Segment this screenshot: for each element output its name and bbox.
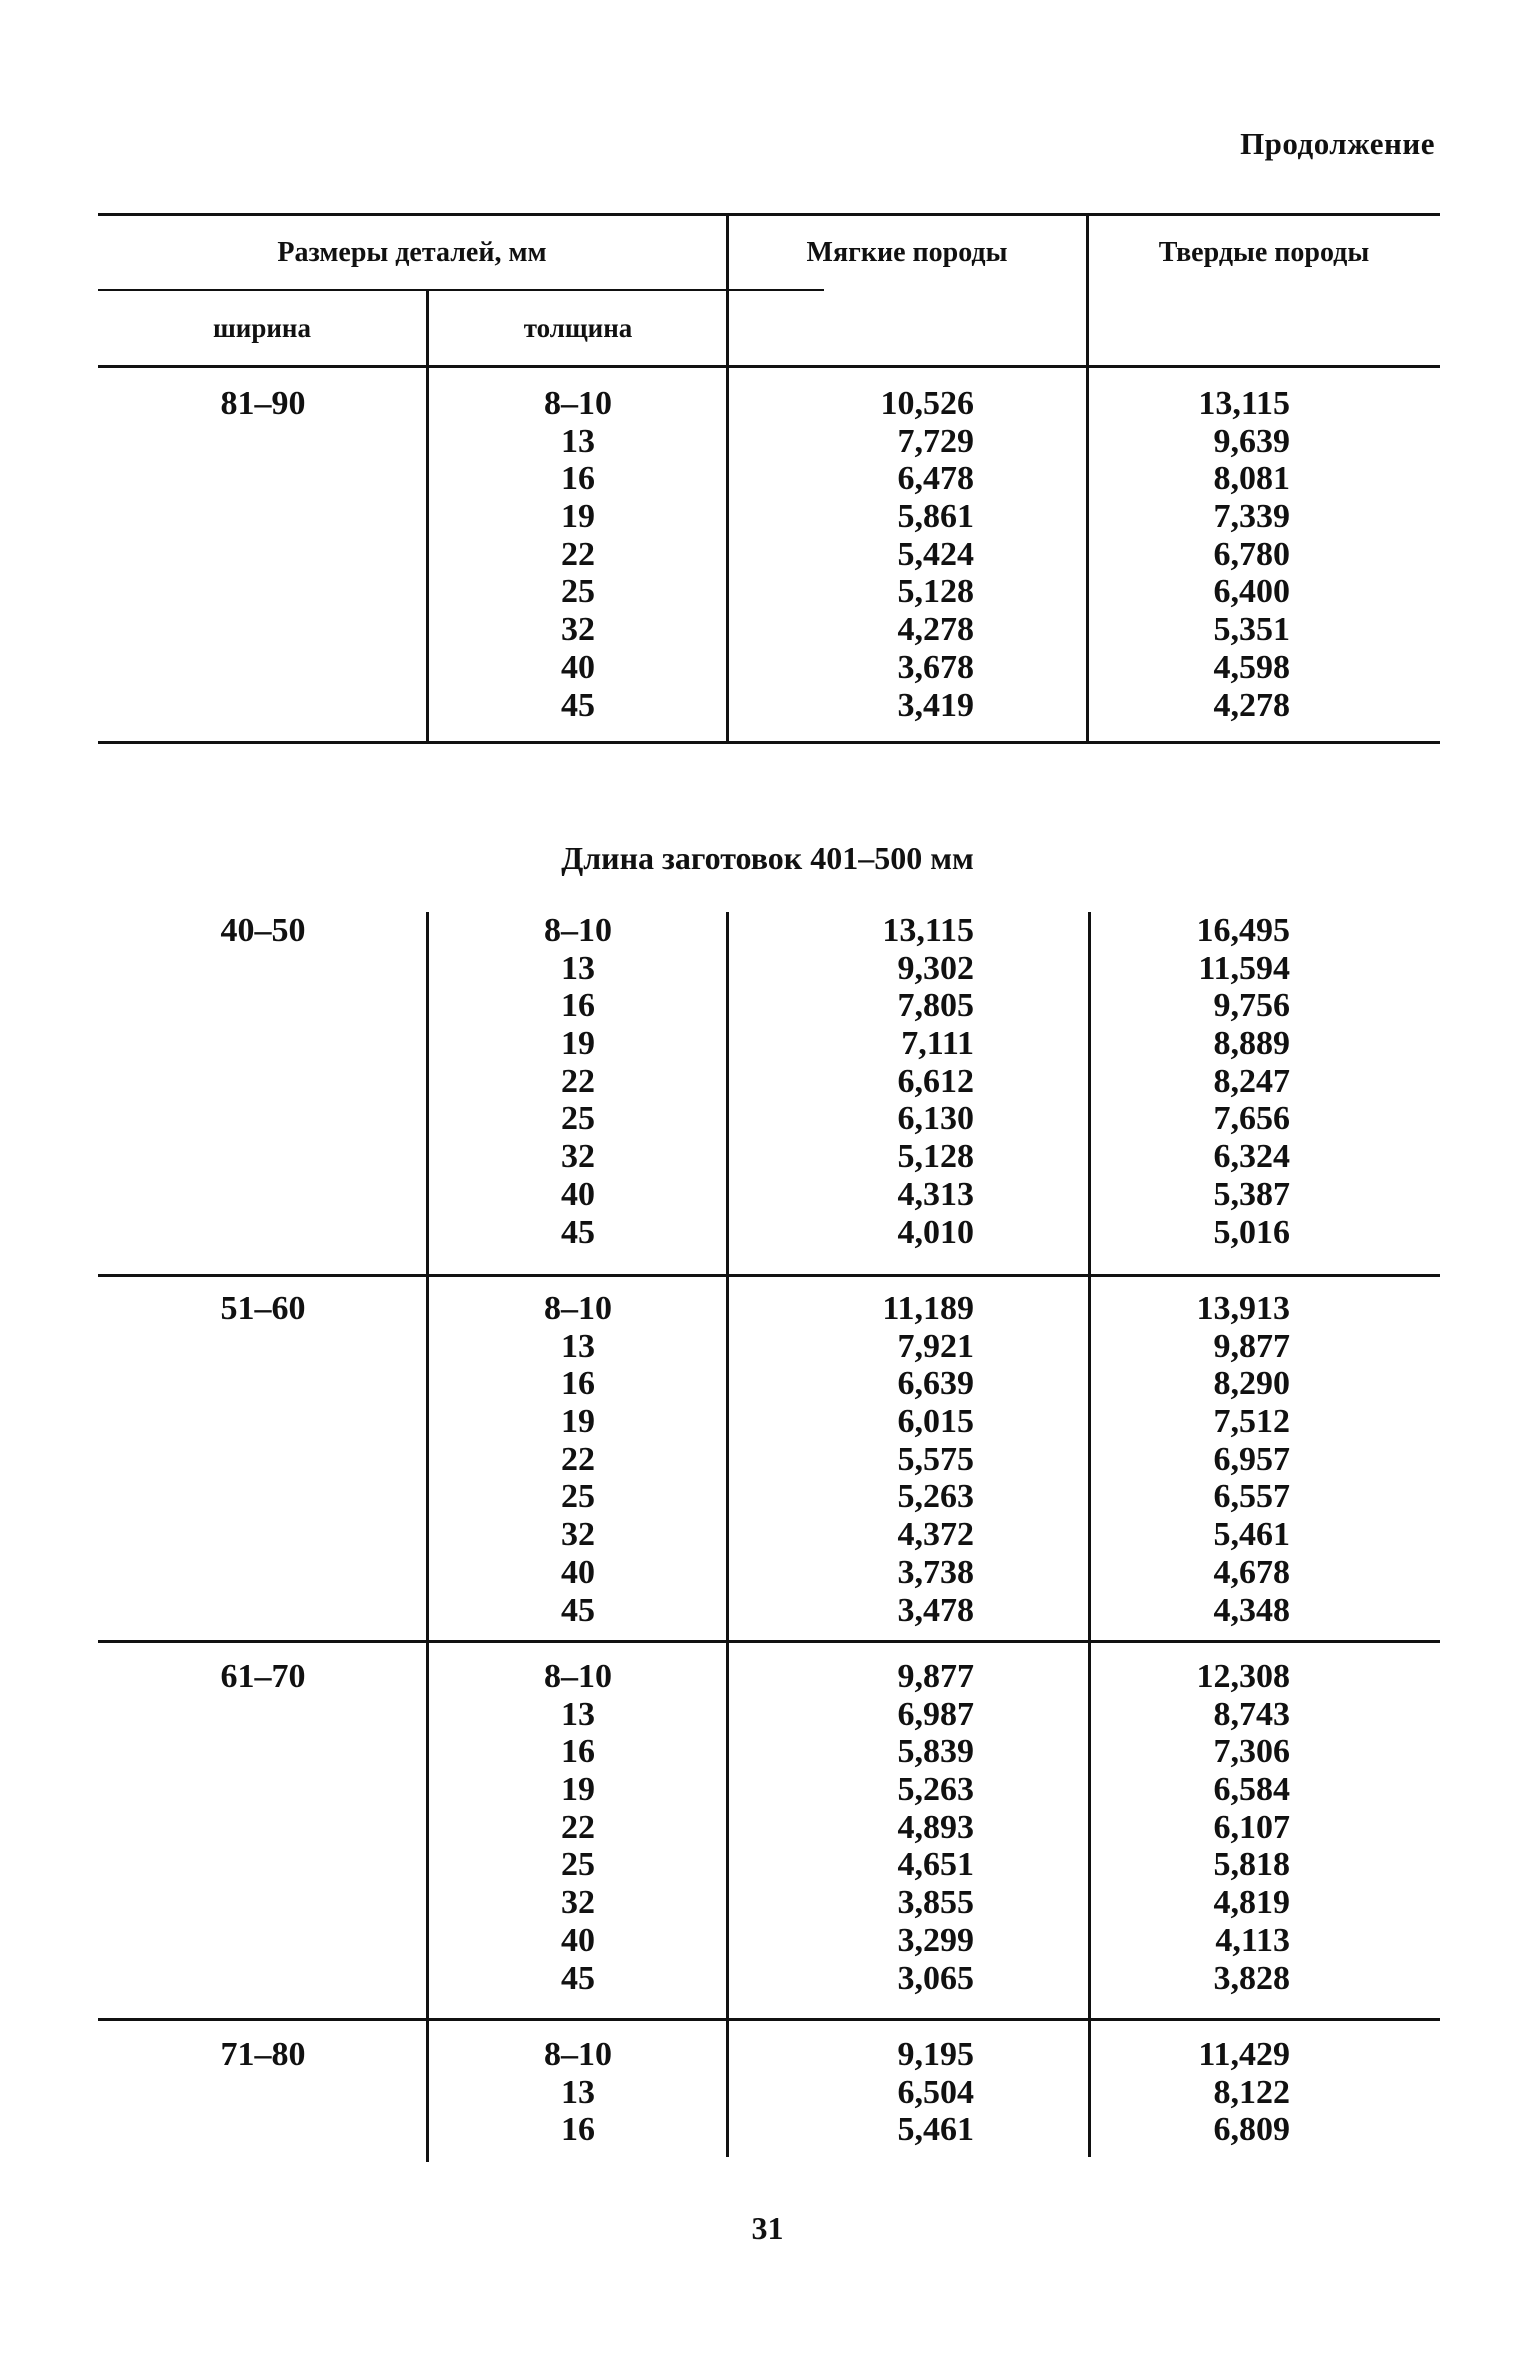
hard-value: 6,324 xyxy=(1213,1138,1290,1176)
soft-value: 5,263 xyxy=(897,1771,974,1809)
hard-value: 9,877 xyxy=(1213,1327,1290,1365)
hard-value: 5,387 xyxy=(1213,1175,1290,1213)
header-part-sizes: Размеры деталей, мм xyxy=(277,237,547,268)
thickness-value: 16 xyxy=(561,1733,595,1771)
soft-value: 4,313 xyxy=(897,1175,974,1213)
thickness-value: 45 xyxy=(561,1213,595,1251)
hard-value: 8,247 xyxy=(1213,1062,1290,1100)
soft-value: 3,855 xyxy=(897,1884,974,1922)
hard-value: 4,598 xyxy=(1213,648,1290,686)
table-part-1 xyxy=(98,213,1440,747)
soft-value: 5,575 xyxy=(897,1440,974,1478)
soft-value: 5,424 xyxy=(897,535,974,573)
page-number: 31 xyxy=(751,2210,784,2246)
hard-value: 11,429 xyxy=(1198,2036,1290,2073)
hard-value: 9,639 xyxy=(1213,422,1290,460)
hard-value: 5,351 xyxy=(1213,611,1290,649)
soft-value: 3,065 xyxy=(897,1959,974,1997)
group-separator xyxy=(98,1274,1440,1277)
hard-value: 6,400 xyxy=(1213,573,1290,611)
hard-value: 9,756 xyxy=(1213,987,1290,1025)
thickness-value: 40 xyxy=(561,1553,595,1591)
soft-value: 4,278 xyxy=(897,611,974,649)
hard-value: 6,957 xyxy=(1213,1440,1290,1478)
thickness-value: 8–10 xyxy=(544,385,612,422)
soft-value: 11,189 xyxy=(882,1290,974,1327)
thickness-value: 22 xyxy=(561,535,595,573)
thickness-value: 19 xyxy=(561,1025,595,1063)
width-value: 51–60 xyxy=(220,1290,306,1327)
hard-value: 7,512 xyxy=(1213,1403,1290,1441)
hard-value: 8,290 xyxy=(1213,1365,1290,1403)
thickness-value: 13 xyxy=(561,1695,595,1733)
hard-value: 5,016 xyxy=(1213,1213,1290,1251)
soft-value: 5,861 xyxy=(897,498,974,536)
thickness-value: 22 xyxy=(561,1440,595,1478)
thickness-value: 13 xyxy=(561,2073,595,2111)
soft-value: 3,738 xyxy=(897,1553,974,1591)
thickness-value: 25 xyxy=(561,1478,595,1516)
hard-column xyxy=(1090,912,1440,1251)
soft-value: 6,504 xyxy=(897,2073,974,2111)
thickness-value: 32 xyxy=(561,611,595,649)
thickness-value: 16 xyxy=(561,460,595,498)
hard-value: 13,115 xyxy=(1198,385,1290,422)
thickness-column xyxy=(428,912,728,1251)
soft-value: 5,128 xyxy=(897,1138,974,1176)
thickness-value: 45 xyxy=(561,686,595,724)
hard-value: 4,819 xyxy=(1213,1884,1290,1922)
hard-value: 6,809 xyxy=(1213,2111,1290,2149)
hard-value: 6,107 xyxy=(1213,1808,1290,1846)
thickness-value: 40 xyxy=(561,648,595,686)
thickness-value: 22 xyxy=(561,1062,595,1100)
thickness-value: 16 xyxy=(561,1365,595,1403)
hard-value: 4,348 xyxy=(1213,1591,1290,1629)
hard-value: 16,495 xyxy=(1196,912,1290,949)
thickness-value: 32 xyxy=(561,1516,595,1554)
soft-value: 9,195 xyxy=(897,2036,974,2073)
hard-value: 6,780 xyxy=(1213,535,1290,573)
group-separator xyxy=(98,2018,1440,2021)
soft-value: 6,015 xyxy=(897,1403,974,1441)
soft-value: 6,130 xyxy=(897,1100,974,1138)
soft-value: 3,419 xyxy=(897,686,974,724)
continuation-label: Продолжение xyxy=(1240,126,1435,161)
soft-value: 7,729 xyxy=(897,422,974,460)
soft-value: 6,639 xyxy=(897,1365,974,1403)
table-part-2 xyxy=(98,912,1440,2162)
thickness-value: 45 xyxy=(561,1959,595,1997)
thickness-value: 13 xyxy=(561,422,595,460)
hard-value: 13,913 xyxy=(1196,1290,1290,1327)
hard-value: 8,081 xyxy=(1213,460,1290,498)
hard-value: 4,278 xyxy=(1213,686,1290,724)
header-group-rule xyxy=(98,289,824,291)
width-value: 40–50 xyxy=(220,912,306,949)
soft-value: 10,526 xyxy=(880,385,974,422)
hard-value: 7,306 xyxy=(1213,1733,1290,1771)
hard-value: 6,557 xyxy=(1213,1478,1290,1516)
thickness-column xyxy=(428,385,728,724)
header-width: ширина xyxy=(213,313,311,343)
hard-value: 7,339 xyxy=(1213,498,1290,536)
soft-column xyxy=(728,2036,1086,2149)
soft-value: 5,461 xyxy=(897,2111,974,2149)
soft-value: 7,805 xyxy=(897,987,974,1025)
soft-value: 9,302 xyxy=(897,949,974,987)
soft-column xyxy=(728,385,1086,724)
hard-column xyxy=(1090,385,1440,724)
soft-value: 6,478 xyxy=(897,460,974,498)
section1-bottom-rule xyxy=(98,741,1440,744)
soft-value: 4,893 xyxy=(897,1808,974,1846)
thickness-value: 32 xyxy=(561,1138,595,1176)
soft-value: 3,299 xyxy=(897,1921,974,1959)
thickness-value: 25 xyxy=(561,573,595,611)
soft-value: 5,263 xyxy=(897,1478,974,1516)
hard-value: 8,122 xyxy=(1213,2073,1290,2111)
hard-value: 8,889 xyxy=(1213,1025,1290,1063)
soft-value: 9,877 xyxy=(897,1658,974,1695)
header-thickness: толщина xyxy=(523,313,633,343)
soft-value: 13,115 xyxy=(882,912,974,949)
thickness-value: 25 xyxy=(561,1100,595,1138)
thickness-column xyxy=(428,1290,728,1629)
hard-value: 4,113 xyxy=(1215,1921,1290,1959)
thickness-value: 40 xyxy=(561,1175,595,1213)
thickness-value: 8–10 xyxy=(544,912,612,949)
thickness-value: 19 xyxy=(561,1771,595,1809)
thickness-value: 45 xyxy=(561,1591,595,1629)
soft-value: 4,010 xyxy=(897,1213,974,1251)
thickness-value: 13 xyxy=(561,1327,595,1365)
section-title: Длина заготовок 401–500 мм xyxy=(561,840,974,876)
thickness-value: 16 xyxy=(561,987,595,1025)
thickness-value: 32 xyxy=(561,1884,595,1922)
table-top-rule xyxy=(98,213,1440,216)
hard-column xyxy=(1090,2036,1440,2149)
soft-column xyxy=(728,1290,1086,1629)
thickness-value: 16 xyxy=(561,2111,595,2149)
width-value: 71–80 xyxy=(220,2036,306,2073)
hard-column xyxy=(1090,1658,1440,1997)
soft-column xyxy=(728,912,1086,1251)
width-value: 61–70 xyxy=(220,1658,306,1695)
soft-value: 4,651 xyxy=(897,1846,974,1884)
hard-value: 3,828 xyxy=(1213,1959,1290,1997)
thickness-value: 40 xyxy=(561,1921,595,1959)
soft-value: 3,678 xyxy=(897,648,974,686)
hard-value: 11,594 xyxy=(1198,949,1290,987)
thickness-value: 13 xyxy=(561,949,595,987)
width-value: 81–90 xyxy=(220,385,306,422)
thickness-value: 8–10 xyxy=(544,1290,612,1327)
thickness-value: 25 xyxy=(561,1846,595,1884)
header-hard-wood: Твердые породы xyxy=(1158,237,1370,268)
header-bottom-rule xyxy=(98,365,1440,368)
hard-value: 8,743 xyxy=(1213,1695,1290,1733)
soft-value: 6,987 xyxy=(897,1695,974,1733)
soft-value: 6,612 xyxy=(897,1062,974,1100)
soft-value: 7,921 xyxy=(897,1327,974,1365)
hard-column xyxy=(1090,1290,1440,1629)
group-separator xyxy=(98,1640,1440,1643)
hard-value: 7,656 xyxy=(1213,1100,1290,1138)
hard-value: 4,678 xyxy=(1213,1553,1290,1591)
thickness-value: 8–10 xyxy=(544,1658,612,1695)
thickness-column xyxy=(428,2036,728,2149)
header-soft-wood: Мягкие породы xyxy=(806,237,1008,268)
thickness-column xyxy=(428,1658,728,1997)
hard-value: 5,461 xyxy=(1213,1516,1290,1554)
thickness-value: 22 xyxy=(561,1808,595,1846)
soft-value: 5,839 xyxy=(897,1733,974,1771)
soft-column xyxy=(728,1658,1086,1997)
hard-value: 5,818 xyxy=(1213,1846,1290,1884)
thickness-value: 19 xyxy=(561,498,595,536)
thickness-value: 19 xyxy=(561,1403,595,1441)
hard-value: 12,308 xyxy=(1196,1658,1290,1695)
soft-value: 7,111 xyxy=(901,1025,974,1063)
soft-value: 5,128 xyxy=(897,573,974,611)
soft-value: 3,478 xyxy=(897,1591,974,1629)
vrule-soft-hard xyxy=(1086,213,1089,744)
thickness-value: 8–10 xyxy=(544,2036,612,2073)
soft-value: 4,372 xyxy=(897,1516,974,1554)
hard-value: 6,584 xyxy=(1213,1771,1290,1809)
